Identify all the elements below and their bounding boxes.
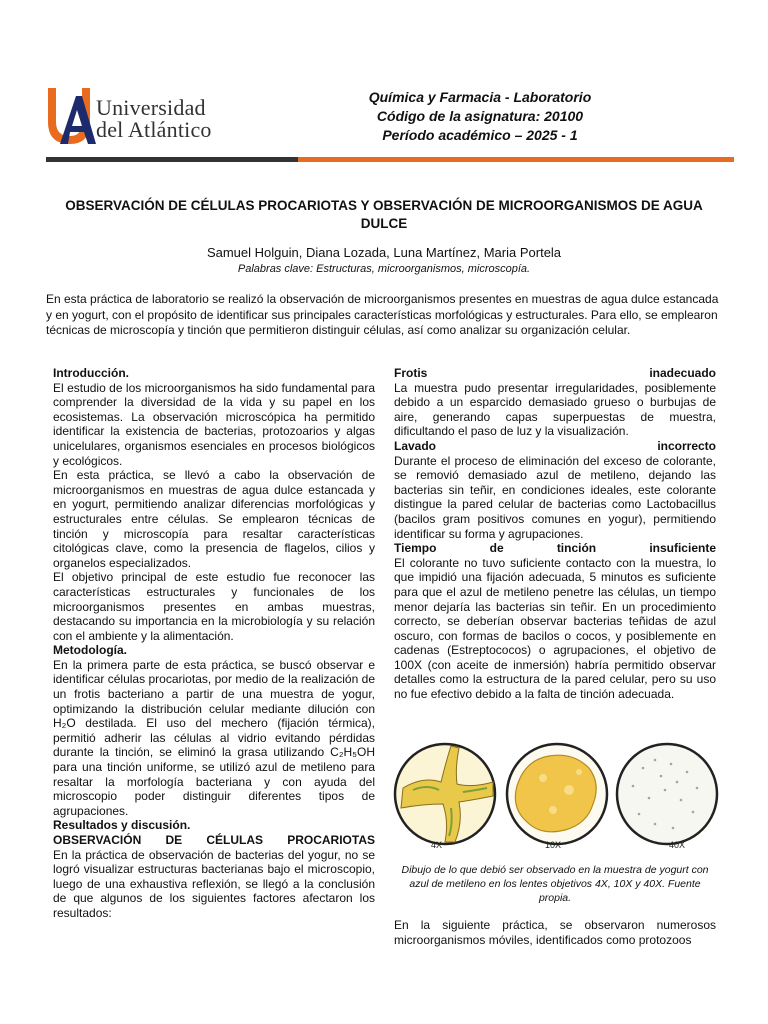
article-abstract: En esta práctica de laboratorio se realizó la observación de microorganismos presentes en muestras de agua dulce estancada y en yogurt, con el propósito de identificar sus principales características morfológicas y estructurales. Para ello, se emplearon técnicas de microscopía y tinción que permitieron distinguir células, así como analizar su organización celular. (46, 292, 719, 337)
intro-paragraph-2: En esta práctica, se llevó a cabo la observación de microorganismos en muestras de agua dulce estancada y en yogurt, permitiendo analizar diferencias morfológicas y estructurales entre células. Se emplearon técnicas de tinción y microscopía para resaltar características citológicas clave, como la presencia de flagelos, cilios y organelos especializados. (53, 468, 375, 570)
tiempo-heading-word-2: de (489, 541, 504, 556)
label-40x: 40X (669, 840, 686, 850)
drawing-4x (395, 744, 495, 850)
right-column (394, 366, 716, 702)
intro-paragraph-1: El estudio de los microorganismos ha sido fundamental para comprender la diversidad de la vida y su papel en los ecosistemas. La observación microscópica ha permitido identificar la existencia de bacterias, protozoarios y algas unicelulares, organismos esenciales en procesos biológicos y ecológicos. (53, 380, 375, 468)
intro-paragraph-3: El objetivo principal de este estudio fue reconocer las características estructurales y funcionales de los microorganismos presentes en ambas muestras, destacando su importancia en la microbiología y su relación con el ambiente y la alimentación. (53, 570, 375, 643)
drawing-40x (617, 744, 717, 850)
article-authors: Samuel Holguin, Diana Lozada, Luna Martínez, Maria Portela (206, 245, 562, 260)
lavado-heading-word-2: incorrecto (657, 438, 716, 453)
tiempo-heading-word-3: tinción (556, 541, 597, 556)
university-name-line2: del Atlántico (96, 117, 212, 142)
course-title: Química y Farmacia - Laboratorio (368, 89, 592, 105)
left-column (53, 366, 375, 921)
drawing-10x (507, 744, 607, 850)
course-code: Código de la asignatura: 20100 (376, 108, 584, 124)
university-name (96, 97, 212, 141)
article-title: OBSERVACIÓN DE CÉLULAS PROCARIOTAS Y OBSERVACIÓN DE MICROORGANISMOS DE AGUA DULCE (65, 198, 703, 231)
frotis-heading-word-1: Frotis (394, 366, 428, 380)
label-4x: 4X (431, 840, 443, 850)
lavado-heading (394, 439, 716, 454)
figure-caption: Dibujo de lo que debió ser observado en la muestra de yogurt con azul de metileno en los lentes objetivos 4X, 10X y 40X. Fuente propia. (401, 864, 709, 904)
tiempo-heading (394, 541, 716, 556)
label-10x: 10X (545, 840, 562, 850)
tiempo-paragraph: El colorante no tuvo suficiente contacto con la muestra, lo que impidió una fijación adecuada, 5 minutos es suficiente para que el azul de metileno penetre las células, un tiempo menor dejaría las bacterias sin teñir. En un procedimiento correcto, se deberían observar bacterias teñidas de azul oscuro, con formas de bacilos o cocos, y posiblemente en cadenas (Estreptococos) o agrupaciones, el objetivo de 100X (con aceite de inmersión) habría permitido observar detalles como la estructura de la pared celular, pero su uso no fue efectivo debido a la falta de tinción adecuada. (394, 555, 716, 702)
results-heading: Resultados y discusión. (53, 818, 191, 833)
article-keywords: Palabras clave: Estructuras, microorganismos, microscopía. (237, 263, 531, 275)
frotis-paragraph: La muestra pudo presentar irregularidades, posiblemente debido a un esparcido demasiado grueso o burbujas de aire, generando capas superpuestas de muestra, dificultando el paso de luz y la visualización. (394, 380, 716, 439)
microscope-drawings-figure (393, 738, 719, 853)
course-info (330, 88, 630, 145)
method-paragraph: En la primera parte de esta práctica, se buscó observar e identificar células procariotas, por medio de la realización de un frotis bacteriano a partir de una muestra de yogur, optimizando la distribución celular mediante dilución con H₂O destilada. El uso del mechero (fijación térmica), permitió adherir las células al vidrio evitando pérdidas durante la tinción, se eliminó la grasa utilizando C₂H₅OH para una tinción uniforme, se utilizó azul de metileno para resaltar la morfología bacteriana y con ayuda del microscopio poder distinguir diferentes tipos de agrupaciones. (53, 657, 375, 818)
academic-period: Período académico – 2025 - 1 (382, 127, 578, 143)
results-subheading: OBSERVACIÓN DE CÉLULAS PROCARIOTAS (53, 833, 375, 847)
results-paragraph: En la práctica de observación de bacterias del yogur, no se logró visualizar estructuras bacterianas bajo el microscopio, luego de una exhaustiva reflexión, se llegó a la conclusión de que algunos de los siguientes factores afectaron los resultados: (53, 847, 375, 920)
intro-heading: Introducción. (53, 366, 129, 380)
university-name-line1: Universidad (96, 95, 206, 120)
tiempo-heading-word-4: insuficiente (649, 541, 716, 556)
method-heading: Metodología. (53, 643, 127, 658)
continuation-paragraph: En la siguiente práctica, se observaron numerosos microorganismos móviles, identificados como protozoos (394, 918, 716, 947)
header-rule-dark (46, 157, 298, 162)
frotis-heading-word-2: inadecuado (649, 366, 716, 380)
lavado-paragraph: Durante el proceso de eliminación del exceso de colorante, se removió demasiado azul de metileno, dejando las bacterias sin teñir, en condiciones ideales, este colorante distingue la pared celular de bacterias como Lactobacillus (bacilos gram positivos comunes en yogur), permitiendo identificar su forma y agrupaciones. (394, 453, 716, 541)
frotis-heading (394, 366, 716, 381)
tiempo-heading-word-1: Tiempo (394, 541, 437, 556)
lavado-heading-word-1: Lavado (394, 438, 437, 453)
